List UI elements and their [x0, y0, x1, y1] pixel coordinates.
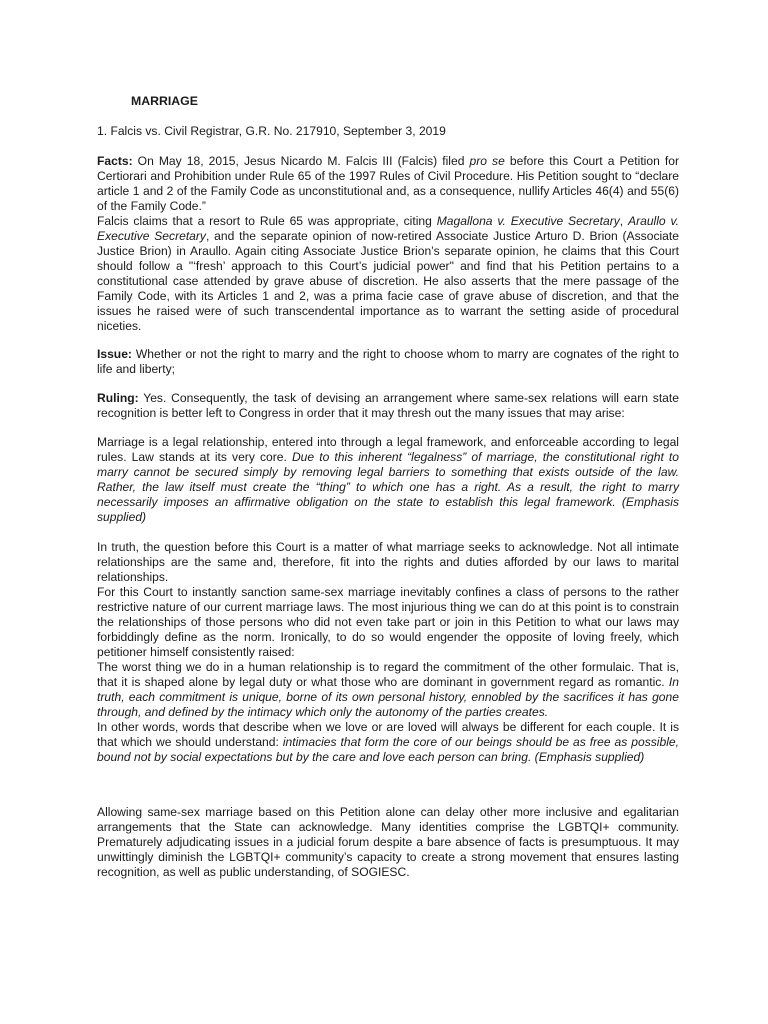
issue-text: Whether or not the right to marry and the right to choose whom to marry are cognates of the right to life and liberty; [97, 347, 679, 376]
body-paragraph-2: For this Court to instantly sanction same-sex marriage inevitably confines a class of persons to the rather restrictive nature of our current marriage laws. The most injurious thing we can do at this point is to constrain the relationships of those persons who did not even take part or join in this Petition to what our laws may forbiddingly define as the norm. Ironically, to do so would engender the opposite of loving freely, which petitioner himself consistently raised: [97, 585, 679, 659]
text-run: , [619, 214, 628, 228]
text-run: On May 18, 2015, Jesus Nicardo M. Falcis III (Falcis) filed [132, 154, 470, 168]
issue-paragraph [97, 347, 679, 377]
text-run: In other words, words that describe when we love or are loved will always be different for each couple. It is that which we should understand: [97, 720, 679, 749]
facts-text-1 [97, 154, 679, 213]
body-section [97, 540, 679, 765]
body-paragraph-4 [97, 720, 679, 765]
facts-paragraph-2 [97, 214, 679, 334]
ruling-label: Ruling: [97, 391, 139, 405]
quoted-paragraph-1 [97, 435, 679, 525]
facts-label: Facts: [97, 154, 133, 168]
facts-section [97, 154, 679, 334]
facts-paragraph-1 [97, 154, 679, 214]
emphasis-text: Magallona v. Executive Secretary [436, 214, 620, 228]
body-paragraph-3 [97, 660, 679, 720]
body-paragraph-1: In truth, the question before this Court is a matter of what marriage seeks to acknowledge. Not all intimate relationships are the same and, therefore, fit into the rights and duties afforded by our laws to marital relationships. [97, 540, 679, 584]
emphasis-text: Araullo v. Executive Secretary [97, 214, 680, 243]
text-run: Falcis claims that a resort to Rule 65 was appropriate, citing [97, 214, 437, 228]
issue-label: Issue: [97, 347, 132, 361]
case-heading: 1. Falcis vs. Civil Registrar, G.R. No. 217910, September 3, 2019 [97, 124, 446, 138]
ruling-paragraph [97, 391, 679, 421]
text-run: Marriage is a legal relationship, entered into through a legal framework, and enforceable according to legal rules. Law stands at its very core. [97, 435, 679, 464]
emphasis-text: pro se [469, 154, 505, 168]
body-paragraph-5: Allowing same-sex marriage based on this Petition alone can delay other more inclusive and egalitarian arrangements that the State can acknowledge. Many identities comprise the LGBTQI+ community. Prematurely adjudicating issues in a judicial forum despite a bare absence of facts is presumptuous. It may unwittingly diminish the LGBTQI+ community’s capacity to create a strong movement that ensures lasting recognition, as well as public understanding, of SOGIESC. [97, 805, 679, 879]
text-run: The worst thing we do in a human relationship is to regard the commitment of the other formulaic. That is, that it is shaped alone by legal duty or what those who are dominant in government regard as romantic. [97, 660, 679, 689]
emphasis-text: intimacies that form the core of our beings should be as free as possible, bound not by social expectations but by the care and love each person can bring. (Emphasis supplied) [97, 735, 679, 764]
ruling-text: Yes. Consequently, the task of devising an arrangement where same-sex relations will earn state recognition is better left to Congress in order that it may thresh out the many issues that may arise: [97, 391, 679, 420]
emphasis-text: In truth, each commitment is unique, borne of its own personal history, ennobled by the sacrifices it has gone through, and defined by the intimacy which only the autonomy of the parties creates. [97, 675, 679, 719]
text-run: , and the separate opinion of now-retired Associate Justice Arturo D. Brion (Associate Justice Brion) in Araullo. Again citing Associate Justice Brion’s separate opinion, he claims that this Court should follow a "‘fresh’ approach to this Court’s judicial power" and find that his Petition pertains to a constitutional case attended by grave abuse of discretion. He also asserts that the mere passage of the Family Code, with its Articles 1 and 2, was a prima facie case of grave abuse of discretion, and that the issues he raised were of such transcendental importance as to warrant the setting aside of procedural niceties. [97, 229, 679, 333]
text-run: before this Court a Petition for Certiorari and Prohibition under Rule 65 of the 1997 Rules of Civil Procedure. His Petition sought to “declare article 1 and 2 of the Family Code as unconstitutional and, as a consequence, nullify Articles 46(4) and 55(6) of the Family Code.” [97, 154, 679, 213]
emphasis-text: Due to this inherent “legalness” of marriage, the constitutional right to marry cannot be secured simply by removing legal barriers to something that exists outside of the law. Rather, the law itself must create the “thing” to which one has a right. As a result, the right to marry necessarily imposes an affirmative obligation on the state to establish this legal framework. (Emphasis supplied) [97, 450, 679, 524]
page-title: MARRIAGE [131, 94, 198, 108]
